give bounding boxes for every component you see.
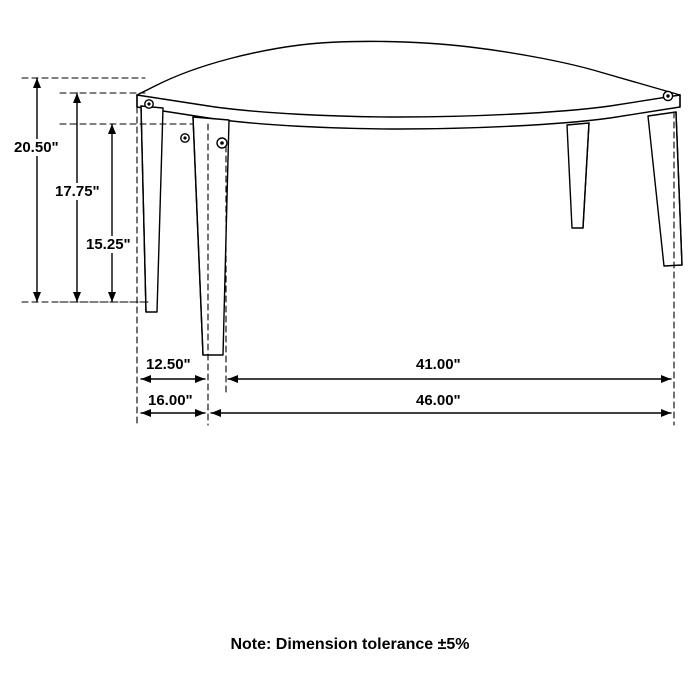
dimension-height-overall [33, 78, 41, 302]
bench-seat [137, 41, 680, 129]
tolerance-note: Note: Dimension tolerance ±5% [230, 636, 470, 653]
dimension-label-height-overall: 20.50" [14, 139, 59, 156]
dimension-label-depth-overall: 16.00" [148, 392, 193, 409]
dimension-depth-overall [141, 409, 205, 417]
dimension-depth-foot [141, 375, 205, 383]
dimension-height-seat-bottom [108, 124, 116, 302]
dimension-label-width-between-legs: 41.00" [416, 356, 461, 373]
dimension-width-between-legs [228, 375, 671, 383]
dimension-label-width-overall: 46.00" [416, 392, 461, 409]
dimension-width-overall [211, 409, 671, 417]
back-left-leg [141, 106, 163, 312]
dimension-label-height-seat-bottom: 15.25" [86, 236, 131, 253]
back-right-leg [567, 123, 589, 228]
front-left-leg [193, 117, 229, 355]
front-right-leg [648, 112, 682, 266]
dimension-label-height-seat-top: 17.75" [55, 183, 100, 200]
dimension-label-depth-foot: 12.50" [146, 356, 191, 373]
